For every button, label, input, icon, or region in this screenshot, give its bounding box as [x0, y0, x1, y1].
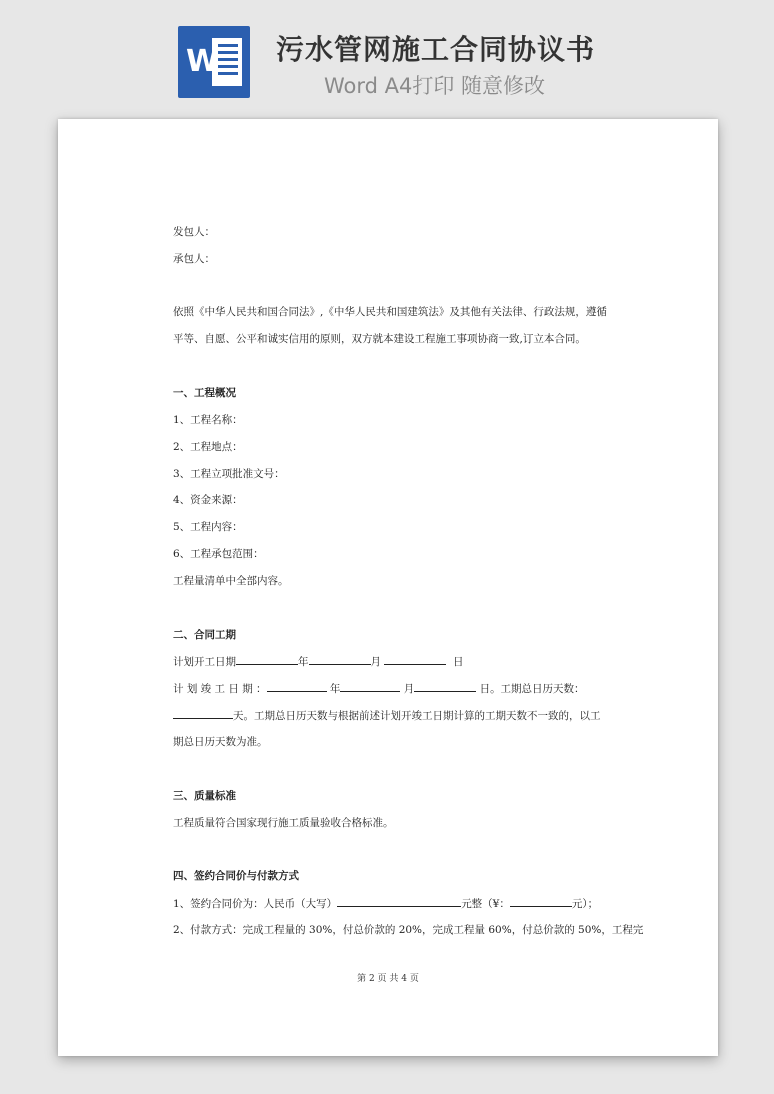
planned-end-line — [173, 681, 613, 696]
blank-field[interactable] — [337, 896, 461, 907]
project-content-line: 5、工程内容： — [173, 521, 243, 533]
total-days-line — [173, 708, 613, 723]
planned-start-label: 计划开工日期 — [173, 656, 236, 668]
contract-price-line — [173, 896, 613, 911]
day-label: 日 — [453, 656, 464, 668]
watermark — [88, 480, 120, 519]
section-heading-price: 四、签约合同价与付款方式 — [173, 870, 299, 882]
preamble-line-2: 平等、自愿、公平和诚实信用的原则，双方就本建设工程施工事项协商一致,订立本合同。 — [173, 333, 586, 345]
month-label: 月 — [370, 656, 381, 668]
banner — [0, 0, 774, 110]
preamble-line-1: 依照《中华人民共和国合同法》,《中华人民共和国建筑法》及其他有关法律、行政法规，遵循 — [173, 306, 607, 318]
blank-field[interactable] — [309, 654, 371, 665]
bill-of-quantities-line: 工程量清单中全部内容。 — [173, 575, 289, 587]
section-heading-quality: 三、质量标准 — [173, 790, 236, 802]
employer-line: 发包人： — [173, 226, 215, 238]
approval-number-line: 3、工程立项批准文号： — [173, 468, 285, 480]
contract-price-suffix: 元）； — [571, 898, 599, 910]
section-heading-period: 二、合同工期 — [173, 629, 236, 641]
blank-field[interactable] — [236, 654, 298, 665]
document-title: 污水管网施工合同协议书 — [276, 33, 596, 66]
section-heading-overview: 一、工程概况 — [173, 387, 236, 399]
year-label: 年 — [298, 656, 309, 668]
document-subtitle: Word A4打印 随意修改 — [324, 74, 546, 98]
contract-price-label: 1、签约合同价为：人民币（大写） — [173, 898, 338, 910]
month-label: 月 — [403, 683, 415, 695]
blank-field[interactable] — [267, 681, 327, 692]
payment-method-line: 2、付款方式：完成工程量的 30%，付总价款的 20%，完成工程量 60%，付总价款的 50%，工程完 — [173, 924, 644, 936]
blank-field[interactable] — [510, 896, 572, 907]
funding-source-line: 4、资金来源： — [173, 494, 243, 506]
quality-standard-line: 工程质量符合国家现行施工质量验收合格标准。 — [173, 817, 394, 829]
blank-field[interactable] — [340, 681, 400, 692]
word-icon-letter: W — [186, 44, 220, 79]
page-number: 第 2 页 共 4 页 — [357, 974, 419, 984]
blank-field[interactable] — [384, 654, 446, 665]
contract-price-mid: 元整（¥： — [461, 898, 510, 910]
planned-end-label: 计 划 竣 工 日 期 ： — [173, 683, 267, 695]
project-location-line: 2、工程地点： — [173, 441, 243, 453]
day-label: 日 — [479, 683, 491, 695]
contract-scope-line: 6、工程承包范围： — [173, 548, 264, 560]
blank-field[interactable] — [173, 708, 233, 719]
total-days-label: 。工期总日历天数： — [490, 683, 585, 695]
total-days-text: 天。工期总日历天数与根据前述计划开竣工日期计算的工期天数不一致的，以工 — [233, 710, 601, 722]
contractor-line: 承包人： — [173, 253, 215, 265]
year-label: 年 — [329, 683, 341, 695]
document-page — [58, 119, 718, 1056]
total-days-line-2: 期总日历天数为准。 — [173, 736, 268, 748]
word-document-icon — [178, 26, 250, 98]
blank-field[interactable] — [414, 681, 476, 692]
project-name-line: 1、工程名称： — [173, 414, 243, 426]
planned-start-line — [173, 654, 613, 669]
